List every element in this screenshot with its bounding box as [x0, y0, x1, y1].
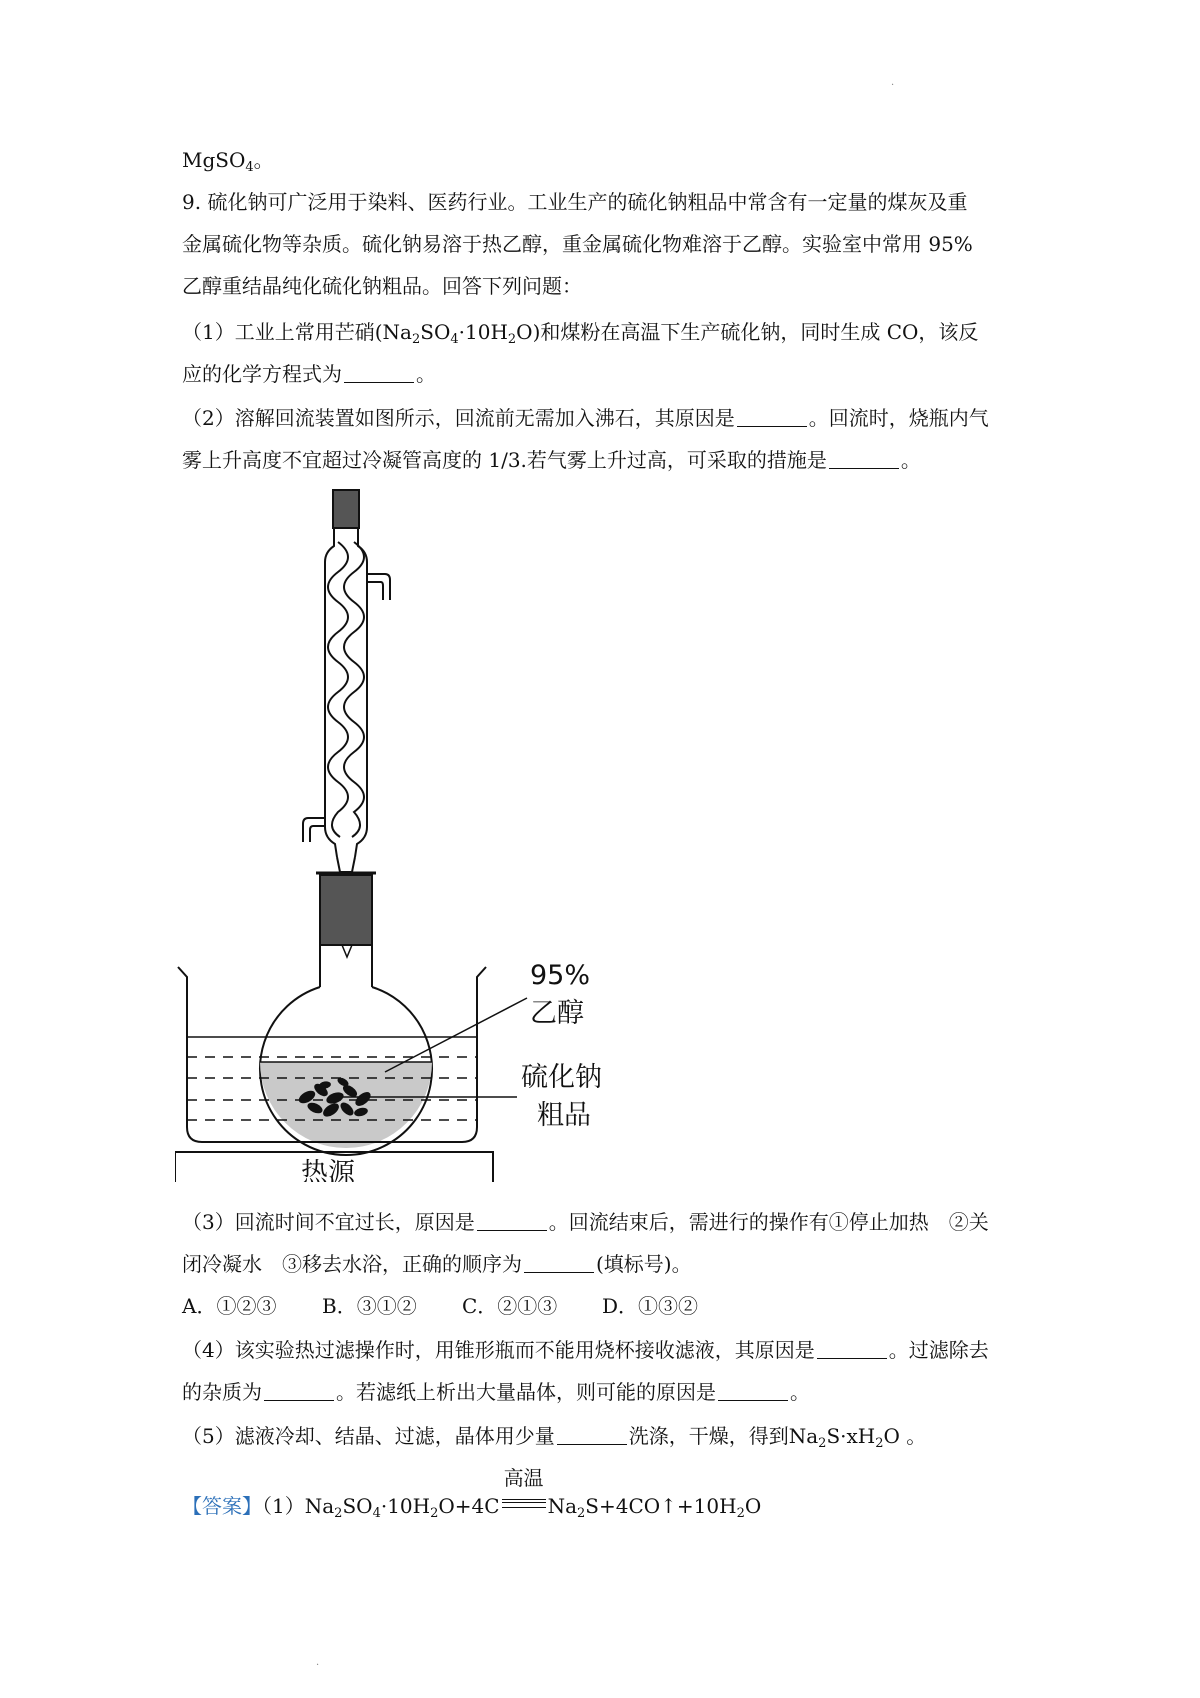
reflux-apparatus-figure [175, 482, 695, 1182]
q2-line-1: （2）溶解回流装置如图所示，回流前无需加入沸石，其原因是 。回流时，烧瓶内气 [182, 406, 989, 430]
q1-line-1: （1）工业上常用芒硝$(Na_2SO_4\cdot 10H_2O)$和煤粉在高温下生产硫化钠，同时生成 CO，该反 [182, 320, 979, 347]
label-crude-sodium-sulfide: 硫化钠 [521, 1062, 602, 1093]
option-d: D．①③② [602, 1294, 699, 1318]
label-ethanol-percent: 95% [530, 960, 591, 991]
top-formula: MgSO$_4$。 [182, 148, 274, 175]
question-intro-line-2: 金属硫化物等杂质。硫化钠易溶于热乙醇，重金属硫化物难溶于乙醇。实验室中常用 95% [182, 232, 973, 256]
option-a: A．①②③ [182, 1294, 277, 1318]
scan-dot: · [891, 80, 895, 91]
answer-blank [557, 1426, 627, 1445]
option-b: B．③①② [322, 1294, 417, 1318]
answer-line: 【答案】$(1)Na_2SO_4\cdot 10H_2O+4C$ 高温 $Na_2S+4CO↑+10H_2O$ [182, 1466, 762, 1521]
question-intro-line-3: 乙醇重结晶纯化硫化钠粗品。回答下列问题： [182, 274, 582, 298]
condenser-coil [328, 542, 364, 837]
answer-blank [524, 1254, 594, 1273]
answer-blank [817, 1340, 887, 1359]
answer-blank [477, 1212, 547, 1231]
answer-blank [344, 364, 414, 383]
question-intro-line-1: 9. 硫化钠可广泛用于染料、医药行业。工业生产的硫化钠粗品中常含有一定量的煤灰及重 [182, 190, 968, 214]
option-c: C．②①③ [462, 1294, 558, 1318]
label-ethanol: 乙醇 [530, 998, 584, 1029]
ethanol-pointer [385, 998, 527, 1072]
q2-line-2: 雾上升高度不宜超过冷凝管高度的 1/3.若气雾上升过高，可采取的措施是 。 [182, 448, 921, 472]
condenser-stopper [333, 490, 359, 528]
q3-options [182, 1294, 1042, 1318]
flask-stopper [320, 875, 372, 945]
q3-line-1: （3）回流时间不宜过长，原因是 。回流结束后，需进行的操作有①停止加热 ②关 [182, 1210, 989, 1234]
label-heat-source: 热源 [301, 1158, 355, 1182]
flask-neck [320, 945, 372, 987]
reflux-apparatus-diagram [175, 482, 695, 1182]
scan-dot: · [316, 1660, 320, 1671]
answer-blank [737, 408, 807, 427]
reaction-condition: 高温 [500, 1494, 548, 1518]
answer-equation-lhs: $Na_2SO_4\cdot 10H_2O+4C$ [304, 1494, 500, 1521]
answer-blank [264, 1382, 334, 1401]
answer-blank [829, 450, 899, 469]
q1-line-2: 应的化学方程式为 。 [182, 362, 436, 386]
q4-line-2: 的杂质为 。若滤纸上析出大量晶体，则可能的原因是 。 [182, 1380, 810, 1404]
q5-line: （5）滤液冷却、结晶、过滤，晶体用少量 洗涤，干燥，得到$Na_2S\cdot xH_2O$ 。 [182, 1424, 927, 1451]
answer-tag: 【答案】 [182, 1494, 262, 1518]
water-outlet [367, 574, 390, 600]
equals-sign [502, 1499, 546, 1508]
q3-line-2: 闭冷凝水 ③移去水浴，正确的顺序为 (填标号)。 [182, 1252, 692, 1276]
question-number: 9. [182, 190, 202, 214]
answer-equation-rhs: $Na_2S+4CO↑+10H_2O$ [547, 1494, 762, 1521]
answer-blank [718, 1382, 788, 1401]
label-crude-product: 粗品 [537, 1100, 591, 1131]
condenser-joint [337, 857, 355, 872]
q4-line-1: （4）该实验热过滤操作时，用锥形瓶而不能用烧杯接收滤液，其原因是 。过滤除去 [182, 1338, 989, 1362]
water-inlet [303, 818, 325, 842]
